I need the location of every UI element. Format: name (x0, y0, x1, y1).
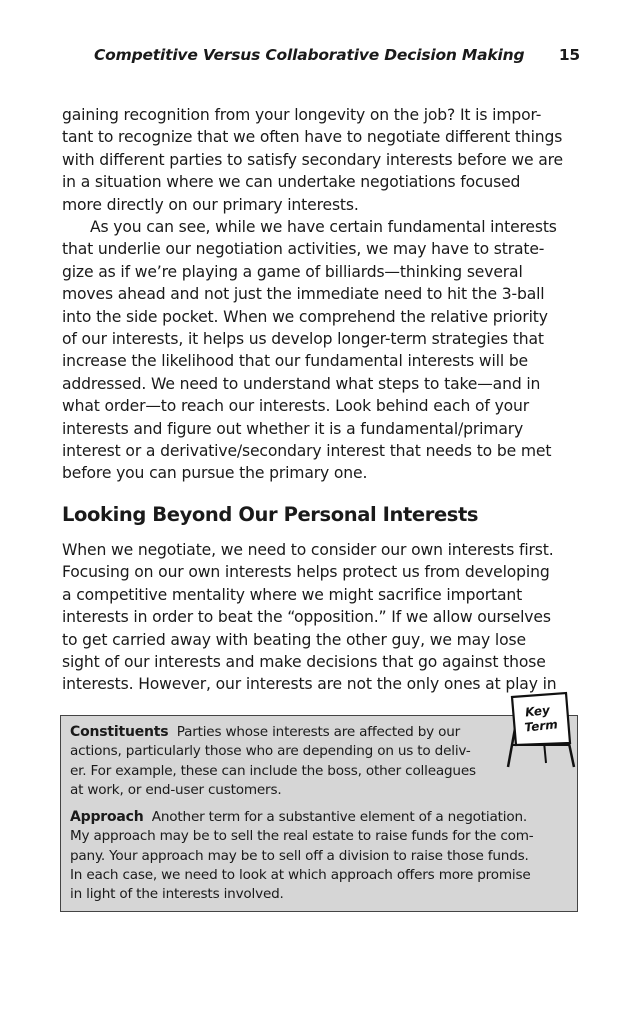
text-line: My approach may be to sell the real estate to raise funds for the com- (70, 828, 534, 845)
key-term-constituents (70, 723, 476, 800)
badge-word: Term (523, 717, 559, 735)
text-line: a competitive mentality where we might sacrifice important (62, 585, 523, 604)
paragraph-2 (62, 216, 580, 485)
text-line: er. For example, these can include the boss, other colleagues (70, 762, 476, 779)
text-line: interests in order to beat the “opposition.” If we allow ourselves (62, 608, 551, 627)
text-line: sight of our interests and make decisions that go against those (62, 653, 546, 672)
badge-text (522, 702, 558, 734)
text-line: more directly on our primary interests. (62, 195, 359, 214)
text-line: interest or a derivative/secondary interest that needs to be met (62, 442, 552, 461)
text-line: in light of the interests involved. (70, 886, 284, 903)
text-line: Focusing on our own interests helps protect us from developing (62, 563, 550, 582)
chapter-title: Competitive Versus Collaborative Decision Making (94, 46, 525, 64)
text-line: interests and figure out whether it is a fundamental/primary (62, 419, 524, 438)
text-line: addressed. We need to understand what steps to take—and in (62, 374, 541, 393)
text-line: gize as if we’re playing a game of billiards—thinking several (62, 262, 523, 281)
page-number: 15 (558, 46, 580, 64)
text-line: of our interests, it helps us develop longer-term strategies that (62, 330, 544, 349)
paragraph-3 (62, 539, 580, 696)
text-line: As you can see, while we have certain fundamental interests (90, 218, 557, 236)
text-line: In each case, we need to look at which approach offers more promise (70, 866, 531, 883)
text-line: before you can pursue the primary one. (62, 464, 368, 483)
text-line: When we negotiate, we need to consider our own interests first. (62, 541, 554, 559)
badge-word: Key (524, 702, 551, 720)
text-line: pany. Your approach may be to sell off a division to raise those funds. (70, 847, 529, 864)
text-line: that underlie our negotiation activities, we may have to strate- (62, 240, 545, 259)
running-header (94, 46, 580, 64)
paragraph-1 (62, 104, 580, 216)
term-definition: Parties whose interests are affected by our (176, 724, 461, 740)
text-line: actions, particularly those who are depending on us to deliv- (70, 743, 471, 760)
text-line: in a situation where we can undertake negotiations focused (62, 173, 521, 192)
text-line: to get carried away with beating the other guy, we may lose (62, 630, 526, 649)
text-line: increase the likelihood that our fundamental interests will be (62, 352, 529, 371)
key-term-approach (70, 808, 533, 904)
text-line: gaining recognition from your longevity on the job? It is impor- (62, 106, 542, 124)
text-line: into the side pocket. When we comprehend the relative priority (62, 307, 548, 326)
text-line: what order—to reach our interests. Look behind each of your (62, 397, 530, 416)
section-heading: Looking Beyond Our Personal Interests (62, 503, 479, 526)
text-line: at work, or end-user customers. (70, 781, 282, 798)
term-name: Constituents (70, 724, 169, 740)
text-line: moves ahead and not just the immediate need to hit the 3-ball (62, 285, 545, 304)
term-definition: Another term for a substantive element of a negotiation. (151, 809, 527, 825)
text-line: tant to recognize that we often have to negotiate different things (62, 128, 563, 147)
key-term-easel-icon (500, 691, 580, 769)
text-line: with different parties to satisfy secondary interests before we are (62, 150, 563, 169)
text-line: interests. However, our interests are not the only ones at play in (62, 675, 557, 694)
term-name: Approach (70, 809, 144, 825)
